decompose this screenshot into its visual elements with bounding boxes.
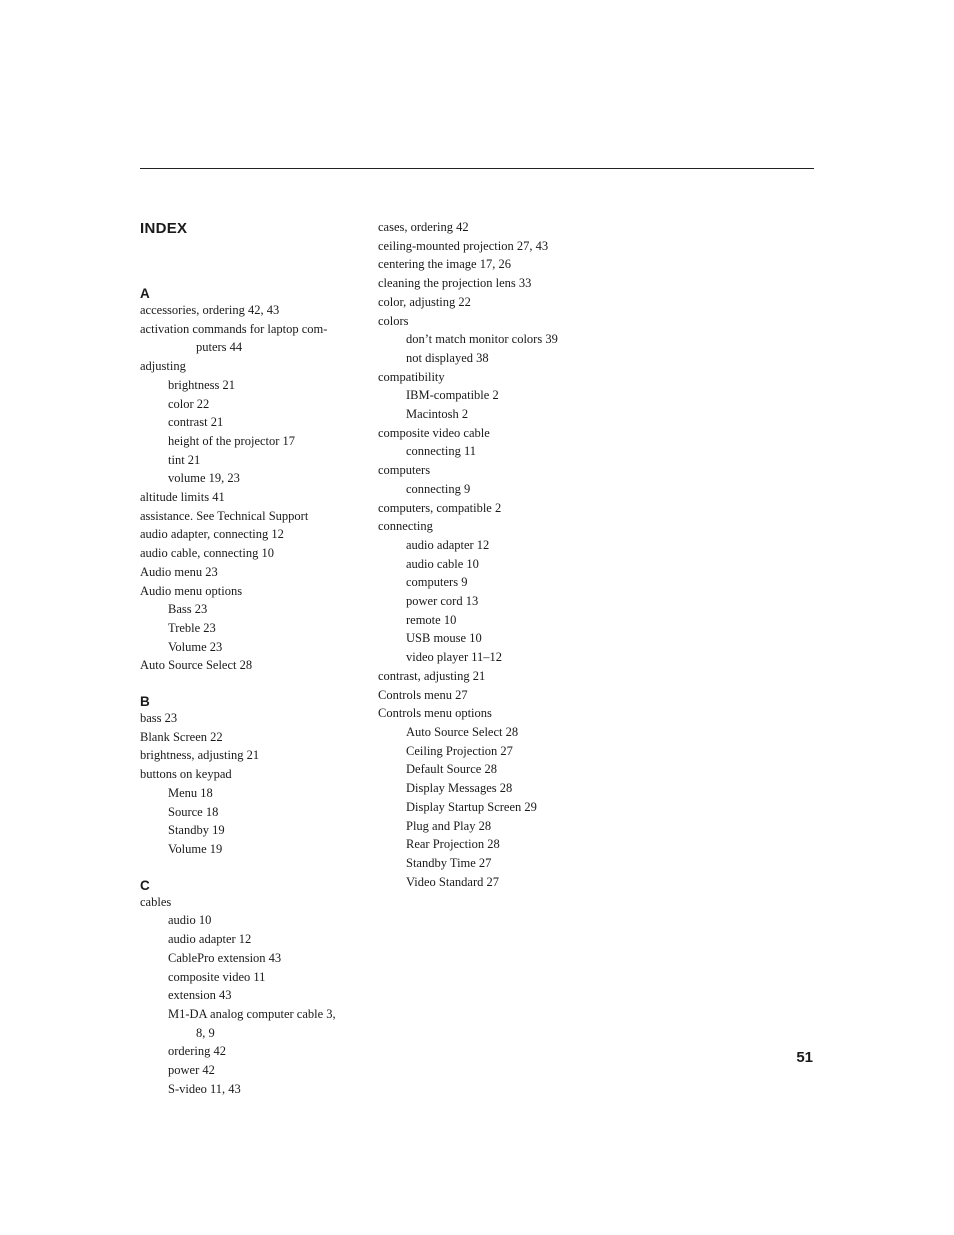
index-subentry: not displayed 38 — [406, 350, 489, 365]
index-subentry: CablePro extension 43 — [168, 950, 282, 965]
section-gap — [140, 859, 370, 876]
index-entry: computers — [378, 463, 431, 478]
index-entry: activation commands for laptop com- — [140, 321, 328, 336]
index-entry: audio cable, connecting 10 — [140, 546, 274, 561]
index-subentry: Standby Time 27 — [406, 855, 492, 870]
index-subentry: connecting 11 — [406, 444, 477, 459]
index-subentry: contrast 21 — [168, 415, 224, 430]
index-subentry: audio cable 10 — [406, 556, 479, 571]
index-subentry: S-video 11, 43 — [168, 1081, 241, 1096]
index-column-left — [140, 218, 370, 1098]
section-gap — [140, 675, 370, 692]
index-entry: cleaning the projection lens 33 — [378, 276, 532, 291]
index-subentry: Default Source 28 — [406, 762, 497, 777]
index-entry: ceiling-mounted projection 27, 43 — [378, 238, 549, 253]
index-entry: Blank Screen 22 — [140, 729, 223, 744]
index-entry-continuation: 8, 9 — [196, 1025, 215, 1040]
index-subentry: Auto Source Select 28 — [406, 724, 519, 739]
index-subentry: Rear Projection 28 — [406, 837, 500, 852]
index-subentry: audio adapter 12 — [168, 932, 252, 947]
index-entry: connecting — [378, 519, 433, 534]
right-entries — [378, 218, 638, 891]
index-subentry: M1-DA analog computer cable 3, — [168, 1006, 336, 1021]
index-subentry: ordering 42 — [168, 1044, 226, 1059]
index-subentry: brightness 21 — [168, 377, 236, 392]
page-title: INDEX — [140, 220, 188, 237]
index-letter-heading: C — [140, 877, 150, 893]
index-entry: computers, compatible 2 — [378, 500, 502, 515]
index-subentry: remote 10 — [406, 612, 457, 627]
page-number: 51 — [796, 1049, 813, 1066]
index-column-right — [378, 218, 638, 891]
header-rule — [140, 168, 814, 169]
index-subentry: don’t match monitor colors 39 — [406, 332, 558, 347]
index-subentry: connecting 9 — [406, 481, 471, 496]
index-entry: assistance. See Technical Support — [140, 508, 309, 523]
index-subentry: IBM-compatible 2 — [406, 388, 499, 403]
index-subentry: tint 21 — [168, 452, 201, 467]
index-entry: Audio menu 23 — [140, 564, 218, 579]
index-subentry: Source 18 — [168, 804, 219, 819]
index-subentry: Standby 19 — [168, 823, 225, 838]
index-entry: Auto Source Select 28 — [140, 658, 253, 673]
index-subentry: Display Messages 28 — [406, 781, 513, 796]
index-subentry: Plug and Play 28 — [406, 818, 492, 833]
index-subentry: composite video 11 — [168, 969, 266, 984]
index-subentry: audio 10 — [168, 913, 212, 928]
index-subentry: extension 43 — [168, 988, 232, 1003]
index-subentry: power cord 13 — [406, 594, 479, 609]
index-entry: color, adjusting 22 — [378, 294, 471, 309]
index-entry: bass 23 — [140, 711, 178, 726]
index-subentry: Volume 23 — [168, 639, 223, 654]
index-letter-heading: B — [140, 694, 150, 710]
left-entries — [140, 284, 370, 1098]
index-subentry: computers 9 — [406, 575, 468, 590]
index-subentry: USB mouse 10 — [406, 631, 482, 646]
index-letter-heading: A — [140, 286, 150, 301]
index-entry: composite video cable — [378, 425, 490, 440]
index-subentry: Volume 19 — [168, 841, 223, 856]
index-entry: altitude limits 41 — [140, 490, 225, 505]
index-entry: contrast, adjusting 21 — [378, 668, 486, 683]
index-entry: Controls menu options — [378, 706, 492, 721]
index-entry: compatibility — [378, 369, 445, 384]
index-entry: cases, ordering 42 — [378, 220, 469, 234]
index-subentry: video player 11–12 — [406, 650, 503, 665]
index-entry: Audio menu options — [140, 583, 243, 598]
index-entry: colors — [378, 313, 409, 328]
index-subentry: Ceiling Projection 27 — [406, 743, 513, 758]
index-subentry: Menu 18 — [168, 785, 213, 800]
index-subentry: audio adapter 12 — [406, 537, 490, 552]
index-entry: centering the image 17, 26 — [378, 257, 511, 272]
index-entry: buttons on keypad — [140, 767, 232, 782]
index-subentry: Treble 23 — [168, 620, 216, 635]
index-entry: Controls menu 27 — [378, 687, 468, 702]
index-subentry: power 42 — [168, 1063, 215, 1078]
index-entry: audio adapter, connecting 12 — [140, 527, 284, 542]
index-entry: cables — [140, 894, 172, 909]
index-subentry: Display Startup Screen 29 — [406, 799, 537, 814]
index-subentry: height of the projector 17 — [168, 433, 296, 448]
index-subentry: color 22 — [168, 396, 210, 411]
index-subentry: Video Standard 27 — [406, 874, 499, 889]
index-entry-continuation: puters 44 — [196, 340, 243, 355]
index-entry: brightness, adjusting 21 — [140, 748, 260, 763]
index-subentry: volume 19, 23 — [168, 471, 240, 486]
index-entry: adjusting — [140, 359, 186, 374]
index-subentry: Macintosh 2 — [406, 407, 469, 422]
index-entry: accessories, ordering 42, 43 — [140, 303, 280, 317]
index-subentry: Bass 23 — [168, 602, 208, 617]
